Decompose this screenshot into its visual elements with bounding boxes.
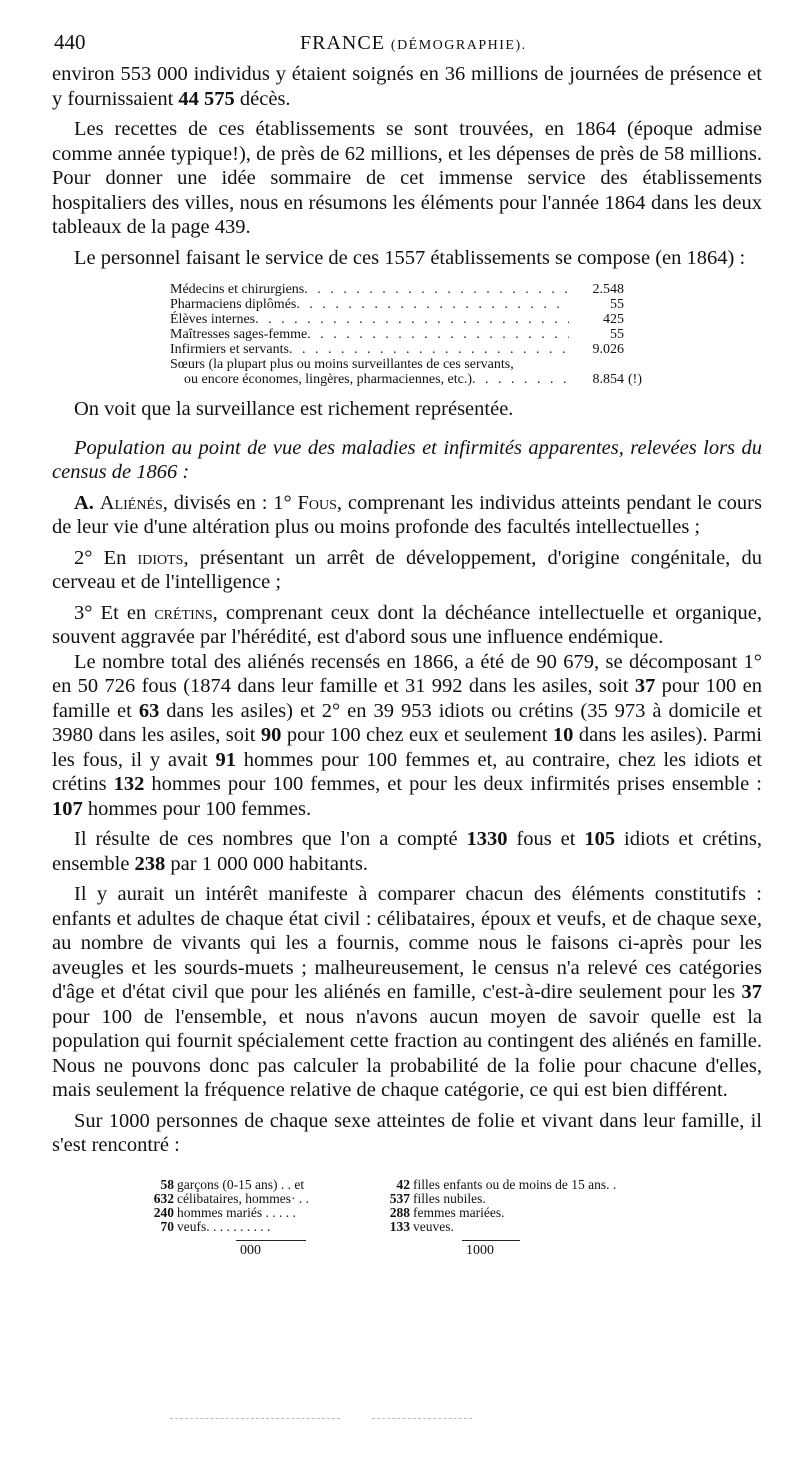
bold-number: 238 [134,852,166,875]
staff-row [170,312,690,327]
paragraph-totals [52,650,762,822]
header-title: FRANCE [300,32,385,54]
cell: 58 [160,1176,174,1192]
bold-number: 90 [260,724,282,746]
page-number: 440 [54,30,86,54]
text: Le nombre total des aliénés recensés en 1866, a été de 90 679, se décomposant 1° en 50 726 fous (1874 dans leur famille et 31 992 dans les asiles, soit [52,650,762,697]
cell: 133 [389,1218,410,1234]
text: hommes pour 100 femmes, et pour les deux infirmités prises ensemble : [144,773,762,795]
staff-row [170,282,690,297]
cell: 632 [153,1190,174,1206]
text: idiots et crétins, ensemble [52,828,762,875]
cell: femmes mariées. [413,1204,505,1220]
cell: 70 [160,1218,174,1234]
paragraph-interest [52,882,762,1103]
staff-value: 55 [610,297,624,312]
table-row [144,1178,619,1192]
cell: 537 [389,1190,410,1206]
text: pour 100 chez eux et seulement [281,724,553,746]
cell: célibataires, hommes· . . [177,1190,309,1206]
bold-number: 1330 [466,828,508,850]
staff-list [170,282,690,387]
bold-number: 132 [113,773,145,795]
bold-number: 107 [52,797,83,820]
text: pour 100 de l'ensemble, et nous n'avons aucun moyen de savoir quelle est la population qui fournit spécialement cette fraction au contingent des aliénés en famille. Nous ne pouvons donc pas calculer la probabilité de la folie pour chacune d'elles, mais seulement la fréquence relative de chaque catégorie, ce qui est bien différent. [52,1005,762,1101]
staff-value: 425 [603,312,624,327]
footer-rule [372,1418,472,1419]
cell: 288 [389,1204,410,1220]
text: fous et [507,828,585,850]
letter: A. [74,491,94,514]
text: pour 100 en famille et [52,675,762,722]
cell: 240 [153,1204,174,1220]
bold-number: 91 [215,748,236,771]
total-rule [462,1240,520,1241]
paragraph-alienes [52,491,762,540]
total-right: 1000 [466,1242,494,1258]
staff-row [170,342,690,357]
paragraph-4: On voit que la surveillance est richement représentée. [74,398,514,420]
footer-rule [170,1418,340,1419]
text: hommes pour 100 femmes. [82,797,312,820]
staff-label: Médecins et chirurgiens [170,282,305,297]
staff-label: Pharmaciens diplômés [170,297,297,312]
category-table [144,1178,762,1264]
cell: veufs. . . . . . . . . . [177,1218,271,1234]
page-body [52,62,762,1264]
running-header [300,32,527,55]
text: , présentant un arrêt de développement, d'origine congénitale, du cerveau et de l'intelligence ; [52,546,762,593]
paragraph-idiots [52,546,762,595]
cell: veuves. [413,1218,454,1234]
text: , divisés en : 1° [162,491,298,514]
header-subtitle: (DÉMOGRAPHIE). [390,38,527,53]
bold-number: 63 [138,699,160,722]
p1-text: environ 553 000 individus y étaient soignés en 36 millions de journées de présence et y fournissaient [52,63,762,110]
bold-number: 37 [634,675,656,697]
staff-row [170,327,690,342]
term: Fous [297,491,337,514]
staff-row [170,297,690,312]
staff-row-sisters [170,357,690,372]
staff-label: Infirmiers et servants [170,342,289,357]
bold-number: 105 [584,828,616,850]
cell: filles nubiles. [413,1190,486,1206]
term: Aliénés [99,491,163,514]
table-row [144,1220,619,1234]
text: 2° En [74,546,138,569]
paragraph-3: Le personnel faisant le service de ces 1557 établissements se compose (en 1864) : [74,246,746,269]
staff-value: 2.548 [592,282,624,297]
staff-value: 8.854 [592,372,624,387]
paragraph-intro-table: Sur 1000 personnes de chaque sexe atteintes de folie et vivant dans leur famille, il s'est rencontré : [52,1109,762,1156]
text: par 1 000 000 habitants. [165,852,368,875]
bold-number: 10 [552,724,574,746]
staff-value: 9.026 [592,342,624,357]
staff-label: Sœurs (la plupart plus ou moins surveillantes de ces servants, [170,357,514,372]
table-totals [144,1234,762,1264]
staff-label: Maîtresses sages-femme [170,327,308,342]
term: crétins [154,601,213,624]
text: hommes pour 100 femmes et, au contraire, chez les idiots et crétins [52,748,762,795]
staff-label: ou encore économes, lingères, pharmaciennes, etc.) [184,372,473,387]
staff-label: Élèves internes [170,312,256,327]
text: Il y aurait un intérêt manifeste à comparer chacun des éléments constitutifs : enfants et adultes de chaque état civil : célibataires, époux et veufs, et de chaque sexe, au nombre de vivants qui les a fournis, comme nous le faisons ci-après pour les aveugles et les sourds-muets ; malheureusement, le census n'a relevé ces catégories d'âge et d'état civil que pour les aliénés en famille, c'est-à-dire seulement pour les [52,883,762,1003]
text: dans les asiles) et 2° en 39 953 idiots ou crétins (35 973 à domicile et 3980 dans les asiles, soit [52,699,762,746]
staff-row-sisters-cont [170,372,690,387]
cell: hommes mariés . . . . . [177,1204,296,1220]
text: dans les asiles). Parmi les fous, il y avait [52,724,762,771]
text: , comprenant les individus atteints pendant le cours de leur vie d'une altération plus ou moins profonde des facultés intellectuelles ; [52,491,762,538]
total-rule [236,1240,306,1241]
table-row [144,1192,619,1206]
staff-note: (!) [628,372,642,387]
paragraph-1 [52,62,762,111]
p1-bold: 44 575 [178,87,235,110]
paragraph-cretins [52,601,762,650]
bold-number: 37 [741,981,762,1003]
cell: 42 [396,1176,410,1192]
table-row [144,1206,619,1220]
cell: filles enfants ou de moins de 15 ans. . [413,1176,617,1192]
section-heading: Population au point de vue des maladies et infirmités apparentes, relevées lors du census de 1866 : [52,436,762,483]
cell: garçons (0-15 ans) . . et [177,1176,305,1192]
paragraph-2: Les recettes de ces établissements se sont trouvées, en 1864 (époque admise comme année typique!), de près de 62 millions, et les dépenses de près de 58 millions. Pour donner une idée sommaire de cet immense service des établissements hospitaliers des villes, nous en résumons les éléments pour l'année 1864 dans les deux tableaux de la page 439. [52,118,762,238]
total-left: 000 [240,1242,261,1258]
term: idiots [137,546,184,569]
paragraph-rates [52,827,762,876]
text: 3° Et en [74,601,155,624]
text: Il résulte de ces nombres que l'on a compté [74,828,467,850]
staff-value: 55 [610,327,624,342]
text: , comprenant ceux dont la déchéance intellectuelle et organique, souvent aggravée par l'hérédité, est d'abord sous une influence endémique. [52,601,762,648]
p1-end: décès. [234,87,291,110]
